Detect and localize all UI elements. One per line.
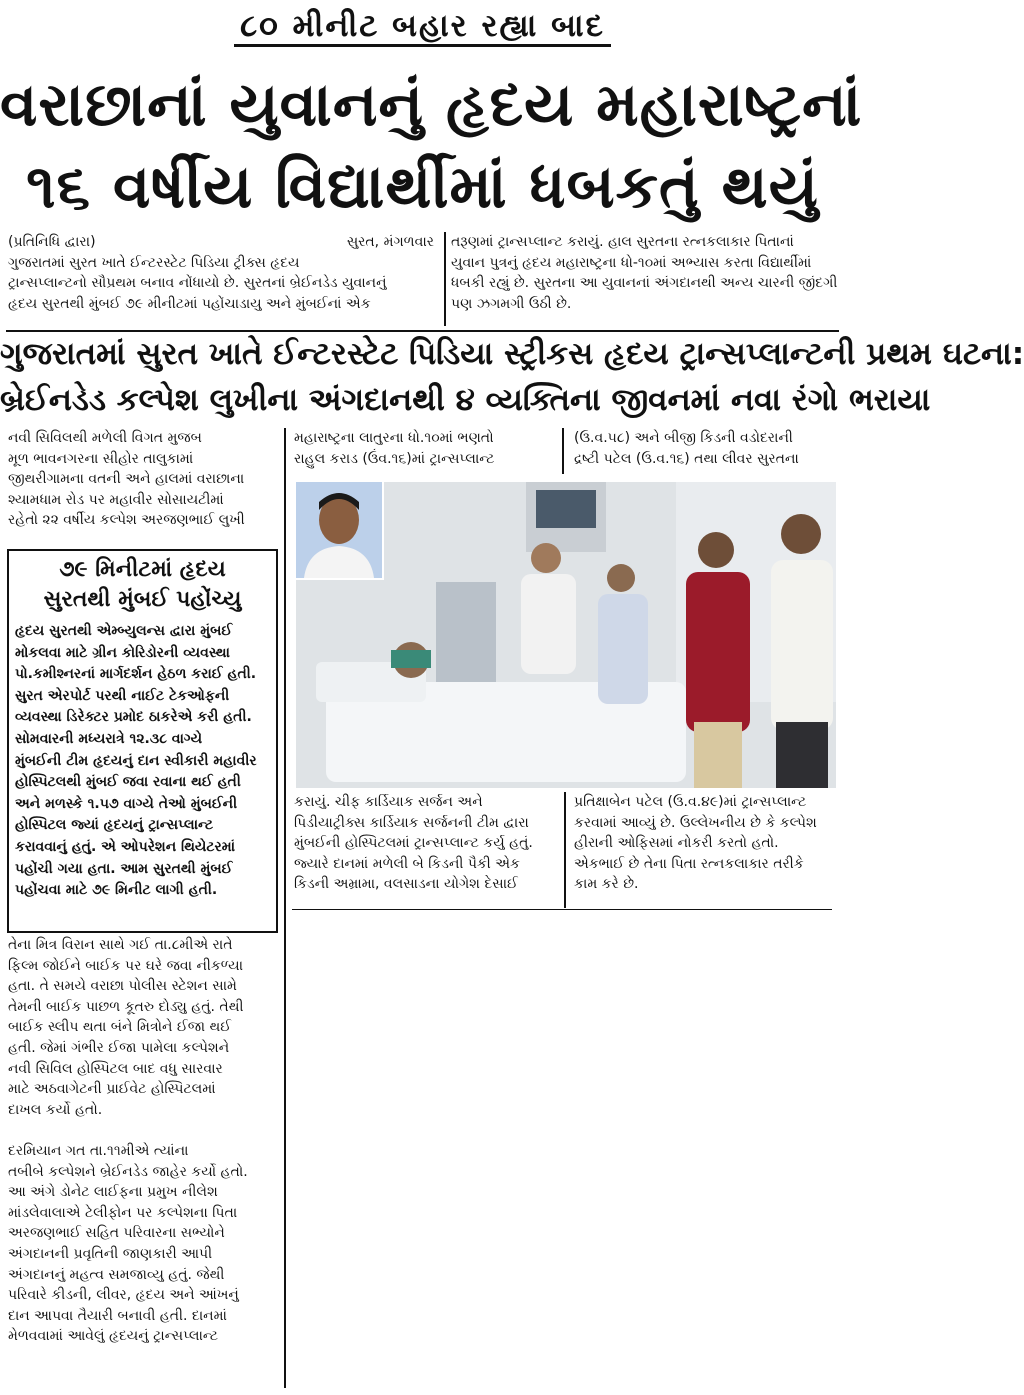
- article-line: (ઉ.વ.૫૮) અને બીજી કિડની વડોદરાની: [574, 430, 793, 446]
- box-line: વ્યવસ્થા ડિરેક્ટર પ્રમોદ ઠાકરેએ કરી હતી.: [15, 709, 252, 726]
- box-title-2: સુરતથી મુંબઈ પહોંચ્યુ: [43, 587, 242, 612]
- article-line: તેમની બાઈક પાછળ કૂતરુ દોડ્યુ હતું. તેથી: [8, 998, 244, 1015]
- column-2-bottom: [294, 792, 556, 895]
- article-line: કરાયું. ચીફ કાર્ડિયાક સર્જન અને: [294, 794, 483, 810]
- article-line: પરિવારે કીડની, લીવર, હૃદય અને આંખનું: [8, 1287, 239, 1304]
- article-line: બાઈક સ્લીપ થતા બંને મિત્રોને ઈજા થઈ: [8, 1019, 232, 1036]
- column-1-top: [8, 428, 282, 531]
- article-line: અરજણભાઈ સહિત પરિવારના સભ્યોને: [8, 1225, 225, 1242]
- article-line: માટે અઠવાગેટની પ્રાઈવેટ હોસ્પિટલમાં: [8, 1081, 216, 1098]
- article-line: તબીબે કલ્પેશને બ્રેઈનડેડ જાહેર કર્યો હતો.: [8, 1163, 248, 1180]
- article-line: હીરાની ઓફિસમાં નોકરી કરતો હતો.: [574, 835, 779, 852]
- article-line: જીથરીગામના વતની અને હાલમાં વરાછાના: [8, 471, 245, 488]
- article-line: આ અંગે ડોનેટ લાઈફના પ્રમુખ નીલેશ: [8, 1184, 218, 1201]
- intro-divider: [444, 232, 446, 326]
- kicker: [0, 8, 845, 45]
- intro-line: યુવાન પુત્રનું હૃદય મહારાષ્ટ્રના ધો-૧૦માં અભ્યાસ કરતા વિદ્યાર્થીમાં: [451, 254, 812, 271]
- article-line: તેના મિત્ર વિરાન સાથે ગઈ તા.૮મીએ રાતે: [8, 937, 233, 953]
- column-3-top: [574, 428, 838, 469]
- headline-line-1: વરાછાનાં યુવાનનું હૃદય મહારાષ્ટ્રનાં: [0, 70, 863, 140]
- article-line: મુંબઈની હોસ્પિટલમાં ટ્રાન્સપ્લાન્ટ કર્યુ હતું.: [294, 835, 533, 852]
- box-line: અને મળસ્કે ૧.૫૭ વાગ્યે તેઓ મુંબઈની: [15, 795, 238, 812]
- column-divider-1: [284, 428, 286, 1388]
- intro-line: ટ્રાન્સપ્લાન્ટનો સૌપ્રથમ બનાવ નોંધાયો છે. સુરતનાં બ્રેઈનડેડ યુવાનનું: [8, 275, 387, 292]
- lower-rule: [292, 909, 832, 910]
- article-line: એકભાઈ છે તેના પિતા રત્નકલાકાર તરીકે: [574, 855, 804, 872]
- column-divider-2: [562, 428, 564, 474]
- subhead-line-1: ગુજરાતમાં સુરત ખાતે ઈન્ટરસ્ટેટ પિડિયા સ્ટ્રીકસ હૃદય ટ્રાન્સપ્લાન્ટની પ્રથમ ઘટના:: [0, 336, 1024, 372]
- box-line: મોકલવા માટે ગ્રીન કોરિડોરની વ્યવસ્થા: [15, 644, 230, 661]
- box-line: મુંબઈની ટીમ હૃદયનું દાન સ્વીકારી મહાવીર: [15, 752, 257, 769]
- article-line: નવી સિવિલથી મળેલી વિગત મુજબ: [8, 430, 202, 446]
- article-line: અંગદાનની પ્રવૃતિની જાણકારી આપી: [8, 1245, 213, 1262]
- article-line: રાહુલ કરાડ (ઉંવ.૧૬)માં ટ્રાન્સપ્લાન્ટ: [294, 450, 495, 467]
- article-line: કરવામાં આવ્યું છે. ઉલ્લેખનીય છે કે કલ્પેશ: [574, 814, 817, 831]
- box-line: કરાવવાનું હતું. એ ઓપરેશન થિયેટરમાં: [15, 838, 236, 855]
- article-line: રહેતો ૨૨ વર્ષીય કલ્પેશ અરજણભાઈ લુખી: [8, 512, 245, 529]
- article-line: કિડની અમ્રામા, વલસાડના યોગેશ દેસાઈ: [294, 876, 518, 893]
- article-line: પિડીયાટ્રીક્સ કાર્ડિયાક સર્જનની ટીમ દ્વારા: [294, 814, 529, 831]
- article-line: કામ કરે છે.: [574, 876, 639, 893]
- article-line: દરમિયાન ગત તા.૧૧મીએ ત્યાંના: [8, 1142, 189, 1159]
- kicker-text: ૮૦ મીનીટ બહાર રહ્યા બાદ: [234, 8, 611, 47]
- intro-right: [451, 232, 839, 314]
- article-line: અંગદાનનું મહત્વ સમજાવ્યુ હતું. જેથી: [8, 1266, 225, 1283]
- box-line: હોસ્પિટલથી મુંબઈ જવા રવાના થઈ હતી: [15, 774, 241, 791]
- intro-left: [8, 232, 438, 314]
- article-line: શ્યામધામ રોડ પર મહાવીર સોસાયટીમાં: [8, 491, 224, 508]
- box-line: સુરત એરપોર્ટ પરથી નાઈટ ટેકઓફની: [15, 687, 230, 704]
- article-line: દાખલ કર્યો હતો.: [8, 1101, 103, 1118]
- article-line: [8, 1120, 282, 1141]
- column-2-top: [294, 428, 556, 469]
- box-line: હોસ્પિટલ જ્યાં હૃદયનું ટ્રાન્સપ્લાન્ટ: [15, 817, 214, 834]
- article-line: હતી. જેમાં ગંભીર ઈજા પામેલા કલ્પેશને: [8, 1039, 230, 1056]
- article-line: હતા. તે સમયે વરાછા પોલીસ સ્ટેશન સામે: [8, 978, 237, 995]
- article-line: મહારાષ્ટ્રના લાતુરના ધો.૧૦માં ભણતો: [294, 430, 494, 446]
- article-line: માંડલેવાલાએ ટેલીફોન પર કલ્પેશના પિતા: [8, 1204, 238, 1221]
- box-line: સોમવારની મધ્યરાત્રે ૧૨.૩૮ વાગ્યે: [15, 730, 203, 747]
- article-line: નવી સિવિલ હોસ્પિટલ બાદ વધુ સારવાર: [8, 1060, 223, 1077]
- intro-line: ગુજરાતમાં સુરત ખાતે ઈન્ટરસ્ટેટ પિડિયા ટ્રીક્સ હૃદય: [8, 254, 300, 271]
- subhead-line-2: બ્રેઈનડેડ કલ્પેશ લુખીના અંગદાનથી ૪ વ્યક્તિના જીવનમાં નવા રંગો ભરાયા: [0, 382, 931, 418]
- sidebar-box: [7, 549, 278, 933]
- portrait-illustration: [296, 482, 382, 578]
- article-line: દ્રષ્ટી પટેલ (ઉ.વ.૧૬) તથા લીવર સુરતના: [574, 450, 799, 467]
- column-3-bottom: [574, 792, 838, 895]
- box-line: પહોંચી ગયા હતા. આમ સુરતથી મુંબઈ: [15, 860, 233, 877]
- article-line: પ્રતિક્ષાબેન પટેલ (ઉ.વ.૪૯)માં ટ્રાન્સપ્લાન્ટ: [574, 794, 807, 810]
- column-1-bottom: [8, 935, 282, 1347]
- box-line: હૃદય સુરતથી એમ્બ્યુલન્સ દ્વારા મુંબઈ: [15, 623, 233, 639]
- article-line: દાન આપવા તૈયારી બનાવી હતી. દાનમાં: [8, 1307, 227, 1324]
- article-line: મૂળ ભાવનગરના સીહોર તાલુકામાં: [8, 450, 194, 467]
- intro-line: ધબકી રહ્યું છે. સુરતના આ યુવાનનાં અંગદાનથી અન્ય ચારની જીંદગી: [451, 275, 838, 292]
- article-line: મેળવવામાં આવેલું હૃદયનું ટ્રાન્સપ્લાન્ટ: [8, 1328, 219, 1345]
- article-line: ફિલ્મ જોઈને બાઈક પર ઘરે જવા નીકળ્યા: [8, 957, 244, 974]
- box-line: પો.કમીશ્નરનાં માર્ગદર્શન હેઠળ કરાઈ હતી.: [15, 666, 257, 683]
- intro-line: તરૂણમાં ટ્રાન્સપ્લાન્ટ કરાયું. હાલ સુરતના રત્નકલાકાર પિતાનાં: [451, 234, 794, 250]
- box-title-1: ૭૯ મિનીટમાં હૃદય: [59, 557, 226, 582]
- byline: (પ્રતિનિધિ દ્વારા): [8, 234, 96, 250]
- column-divider-3: [564, 792, 566, 908]
- dateline: સુરત, મંગળવાર: [346, 234, 434, 250]
- article-line: જ્યારે દાનમાં મળેલી બે કિડની પૈકી એક: [294, 855, 520, 872]
- inset-portrait: [296, 482, 384, 580]
- intro-line: પણ ઝગમગી ઉઠી છે.: [451, 295, 572, 312]
- intro-line: હૃદય સુરતથી મુંબઈ ૭૯ મીનીટમાં પહોંચાડાયુ અને મુંબઈનાં એક: [8, 295, 371, 312]
- intro-rule: [6, 330, 839, 332]
- headline-line-2: ૧૬ વર્ષીય વિદ્યાર્થીમાં ધબકતું થયું: [26, 152, 819, 222]
- box-line: પહોંચવા માટે ૭૯ મિનીટ લાગી હતી.: [15, 882, 218, 899]
